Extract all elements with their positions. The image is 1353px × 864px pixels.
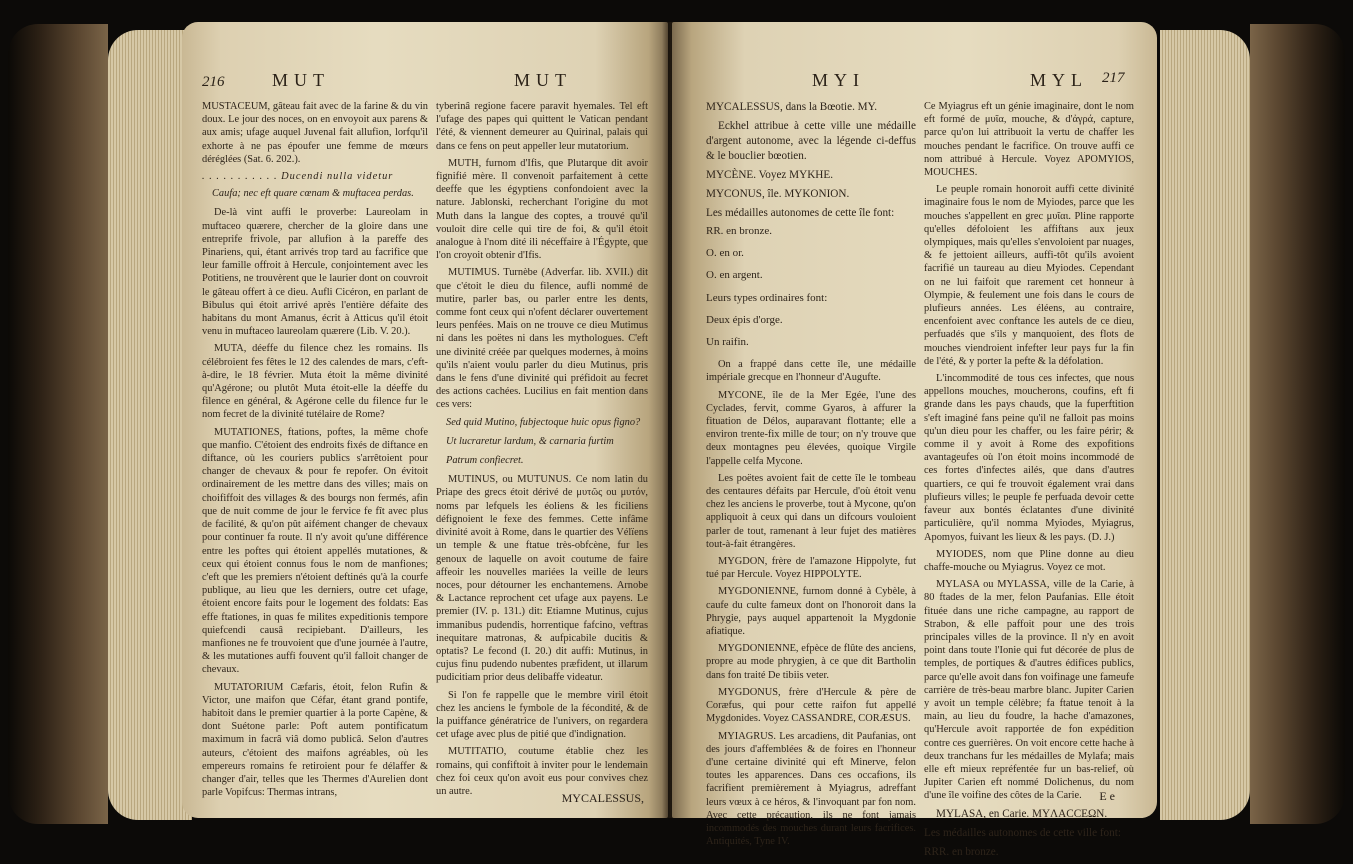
entry-mustaceum: MUSTACEUM, gâteau fait avec de la farine & du vin doux. Le jour des noces, on en envoyoit aux parens & aux amis; ufage auquel Juvenal fait allufion, lorfqu'il exhorte à ne pas époufer une femme de mœurs déréglées (Sat. 6. 202.). (202, 101, 428, 165)
medal-list (706, 225, 916, 349)
page-stack-right (1160, 30, 1250, 820)
paragraph: On a frappé dans cette île, une médaille impériale grecque en l'honneur d'Augufte. (706, 359, 916, 384)
paragraph: Les médailles autonomes de cette île font: (706, 207, 895, 219)
right-running-head (672, 70, 1142, 96)
entry-mutationes: MUTATIONES, ftations, poftes, la même chofe que manfio. C'étoient des endroits fixés de diftance en diftance, où les couriers publics s'arrêtoient pour changer de chevaux & pour fe repofer. On évitoit ordinairement de les mettre dans des villes; mais on choififfoit des villages & des bourgs non fermés, afin que de nuit comme de jour le fervice fe fît avec plus de facilité, & qu'on pût aifément changer de chevaux pour continuer fa route. Il n'y avoit qu'une différence entre les poftes qui étoient appellés mutationes, & ceux qui étoient connus fous le nom de manfiones; c'eft que les premiers n'étoient deftinés qu'à la courfe publique, au lieu que les derniers, outre cet ufage, étoient encore faits pour le logement des foldats: Eas effe ftationes, in quas fe milites expeditionis tempore quiefcendi causâ recipiebant. D'ailleurs, les manfiones ne fe trouvoient que d'une journée à l'autre, & les mutationes auffi fouvent qu'il falloit changer de chevaux. (202, 426, 428, 676)
list-item: O. en or. (706, 247, 744, 260)
verse-line: Sed quid Mutino, fubjectoque huic opus figno? (446, 416, 641, 428)
paragraph: Eckhel attribue à cette ville une médaille d'argent autonome, avec la légende ci-deffus & le bouclier bœotien. (706, 120, 916, 162)
entry-mygdonienne: MYGDONIENNE, furnom donné à Cybèle, à caufe du culte fameux dont on l'honoroit dans la Phrygie, pays auquel appartenoit la Mygdonie afiatique. (706, 586, 916, 638)
verse-line: Caufa; nec eft quare cœnam & muftacea perdas. (212, 188, 414, 200)
left-page-number: 216 (202, 74, 225, 90)
entry-mygdonus: MYGDONUS, frère d'Hercule & père de Coræfus, qui pour cette raifon fut appellé Mygdonides. Voyez CASSANDRE, CORÆSUS. (706, 686, 916, 725)
list-item: Un raifin. (706, 336, 749, 349)
verse-line: . . . . . . . . . . . Ducendi nulla videtur (202, 171, 394, 183)
list-item: RRR. en bronze. (924, 845, 999, 858)
entry-mutinus: MUTINUS, ou MUTUNUS. Ce nom latin du Priape des grecs étoit dérivé de μυτῶς ou μυτόν, noms par lefquels les éoliens & les ficiliens défignoient le fexe des femmes. Cette infâme divinité avoit à Rome, dans le quartier des Vélïens un temple & une ftatue très-obfcène, fur les genoux de laquelle on avoit coutume de faire affeoir les nouvelles mariées la veille de leurs noces, pour détourner les enchantemens. Arnobe & Lactance reprochent cet ufage aux payens. Le premier (IV. p. 131.) dit: Etiamne Mutinus, cujus immanibus pudendis, horrentique fafcino, veftras inequitare matronas, & aufpicabile ducitis & optatis? Le fecond (I. 20.) dit auffi: Mutinus, in cujus finu pudendo nubentes præfident, ut illarum pudicitiam prior deus delibaffe videatur. (436, 474, 648, 684)
left-head-word-1: MUT (272, 70, 330, 90)
entry-myiodes: MYIODES, nom que Pline donne au dieu chaffe-mouche ou Myiagrus. Voyez ce mot. (924, 548, 1134, 573)
entry-mygdonienne-2: MYGDONIENNE, efpèce de flûte des anciens, propre au mode phrygien, à ce que dit Bartholin dans fon traité De tibiis veter. (706, 643, 916, 681)
left-head-word-2: MUT (514, 70, 572, 90)
entry-mycalessus: MYCALESSUS, dans la Bœotie. MY. (706, 101, 878, 113)
right-head-word-2: MYL (1030, 70, 1088, 90)
right-column-1 (706, 100, 916, 852)
right-page-number: 217 (1102, 70, 1125, 86)
entry-mutitatio: MUTITATIO, coutume établie chez les romains, qui confiftoit à inviter pour le lendemain chez foi ceux qu'on avoit eus pour convives chez un autre. (436, 746, 648, 797)
entry-mutatorium: MUTATORIUM Cæfaris, étoit, felon Rufin & Victor, une maifon que Céfar, étant grand pontife, habitoit dans le premier quartier à la porte Capène, & dont Suétone parle: Poft autem pontificatum maximum in facrâ viâ domo publicâ. Selon d'autres auteurs, c'étoient des maifons agréables, où les empereurs romains fe retiroient pour fe délaffer & changer d'air, telles que les Thermes d'Aurelien dont parle Vopifcus: Thermas intrans, (202, 681, 428, 799)
book-cover-right (1250, 24, 1345, 824)
paragraph: Ce Myiagrus eft un génie imaginaire, dont le nom eft formé de μυῖα, mouche, & d'ἀγρά, capture, parce qu'on lui attribuoit la vertu de chaffer les mouches pendant le facrifice. On trouve auffi ce nom attribué à Hercule. Voyez APOMYIOS, MOUCHES. (924, 101, 1134, 179)
list-item: O. en argent. (706, 269, 763, 282)
paragraph: Les poëtes avoient fait de cette île le tombeau des centaures défaits par Hercule, d'où étoit venu chez les anciens le proverbe, tout à Mycone, qu'on appliquoit à ceux qui dans un difcours vouloient parler de tout, ramenant à leur fujet des matières tout-à-fait étrangères. (706, 472, 916, 550)
entry-muta: MUTA, déeffe du filence chez les romains. Ils célébroient fes fêtes le 12 des calendes de mars, c'eft-à-dire, le 18 février. Muta étoit la même divinité qu'Agérone; ou plutôt Muta étoit-elle la déeffe du filence en général, & Agérone celle du filence fur le nom fecret de la divinité tutélaire de Rome? (202, 343, 428, 421)
left-column-2 (436, 100, 648, 802)
left-column-1 (202, 100, 428, 803)
entry-mylasa: MYLASA ou MYLASSA, ville de la Carie, à 80 ftades de la mer, felon Paufanias. Elle étoit fituée dans une riche campagne, au rapport de Strabon, & elle paffoit pour une des trois principales villes de la province. Il n'y en avoit point dans toute l'Ionie qui fut décorée de plus de temples, de portiques & d'autres édifices publics, parce qu'elle avoit dans fon voifinage une fameufe carrière de très-beau marbre blanc. Jupiter Carien y avoit un temple célèbre; fa ftatue tenoit à la main, au lieu du foudre, la hache d'amazones, qu'Hercule avoit rapportée de fon expédition contre ces guerrières. On voit encore cette hache à deux tranchans fur les médailles de Mylafa; mais elle eft mieux repréfentée fur un bas-relief, où Jupiter Carien eft nommé Dolichenus, du nom d'une île voifine des côtes de la Carie. (924, 579, 1134, 802)
list-item: Leurs types ordinaires font: (706, 291, 828, 304)
paragraph: Les médailles autonomes de cette ville font: (924, 826, 1121, 839)
book-cover-left (8, 24, 108, 824)
entry-muth: MUTH, furnom d'Ifis, que Plutarque dit avoir fignifié mère. Il convenoit parfaitement à cette deeffe que les égyptiens confondoient avec la nature. Jablonski, recherchant l'origine du mot Muth dans la langue des coptes, a trouvé qu'il vouloit dire celle qui tire de foi, & qu'il étoit analogue à l'nom dité ili néceffaire à l'Égypte, que l'on croyoit obtenir d'Ifis. (436, 157, 648, 262)
entry-myiagrus: MYIAGRUS. Les arcadiens, dit Paufanias, ont des jours d'affemblées & de foires en l'honneur d'une certaine divinité qui eft Minerve, felon toutes les apparences. Dans ces occafions, ils facrifient premièrement à Myiagrus, adreffant leurs vœux à ce héros, & l'invoquant par fon nom. Avec cette précaution, ils ne font jamais incommodés des mouches durant leurs facrifices. Antiquités, Tyne IV. (706, 730, 916, 848)
list-item: Deux épis d'orge. (706, 313, 783, 326)
page-stack-left (108, 30, 192, 820)
entry-mycene: MYCÈNE. Voyez MYKHE. (706, 169, 833, 181)
entry-myconus: MYCONUS, île. MYKONION. (706, 188, 850, 200)
list-item: RR. en bronze. (706, 225, 772, 237)
right-head-word-1: MYI (812, 70, 865, 90)
paragraph: L'incommodité de tous ces infectes, que nous appellons mouches, moucherons, coufins, eft fi grande dans les pays chauds, que la fuperftition s'eft imaginé fans peine qu'il ne falloit pas moins qu'un dieu pour les chaffer, ou les faire périr; & comme il y avoit à Rome des expofitions avantageufes où l'on étoit moins incommodé de ces fortes d'infectes ailés, que dans d'autres quartiers, ce qui fe trouvoit également vrai dans plufieurs villes; le peuple fe perfuada devoir cette faveur aux bontés éclatantes d'une divinité particulière, qu'il nomma Myiodes, Myiagrus, Apomyos, fuivant les lieux & les pays. (D. J.) (924, 373, 1134, 543)
paragraph: De-là vint auffi le proverbe: Laureolam in muftaceo quærere, chercher de la gloire dans une entreprife frivole, par allufion à la pareffe des Pinariens, qui, étant arrivés trop tard au facrifice que leur famille offroit à Hercule, conjointement avec les Potitiens, ne trouvèrent que le laurier dont on couvroit le gâteau offert à ce dieu. Aufli Cicéron, en parlant de Bibulus qui étoit arrivé après l'entière défaite des habitans du mont Amanus, écrit à Atticus qu'il étoit venu in muftaceo laureolam quærere (Lib. V. 20.). (202, 207, 428, 338)
entry-mygdon: MYGDON, frère de l'amazone Hippolyte, fut tué par Hercule. Voyez HIPPOLYTE. (706, 556, 916, 581)
entry-mylasa-carie: MYLASA, en Carie. MYΛACCEΩN. (936, 807, 1108, 820)
entry-mutimus: MUTIMUS. Turnèbe (Adverfar. lib. XVII.) dit que c'étoit le dieu du filence, aufli nommé de mutire, parler bas, ou parler entre les dents, comme font ceux qui n'ofent déclarer ouvertement leurs penfées. Mais on ne trouve ce dieu Mutimus ni dans les poëtes ni dans les mythologues. C'eft une divinité créée par quelques modernes, à moins qu'ils n'aient voulu parler du dieu Mutinus, pris dans le fens d'une divinité qui préfidoit au fecret des actions cachées. Lucilius en fait mention dans ces vers: (436, 267, 648, 411)
left-running-head (202, 70, 662, 96)
right-column-2 (924, 100, 1134, 864)
paragraph: Le peuple romain honoroit auffi cette divinité imaginaire fous le nom de Myiodes, parce que les mouches s'appellent en grec μυῖαι. Pline rapporte qu'elles défoloient les affiftans aux jeux olympiques, mais qu'elles s'envoloient par nuages, & fe jettoient ailleurs, auffi-tôt qu'ils avoient facrifié un taureau au dieu Myiodes. Cependant on ne lui faifoit que rarement cet honneur à Olympie, & feulement une fois dans le cours de plufieurs années. Les éléens, au contraire, encenfoient avec conftance les autels de ce dieu, perfuadés que s'ils y manquoient, des flots de mouches viendroient infefter leur pays fur la fin de l'été, & y porter la pefte & la défolation. (924, 184, 1134, 367)
left-page (182, 22, 668, 818)
verse-line: Patrum confiecret. (446, 455, 524, 467)
paragraph: Si l'on fe rappelle que le membre viril étoit chez les anciens le fymbole de la fécondité, & de la puiffance génératrice de l'univers, on regardera cet ufage avec plus de pitié que d'indignation. (436, 689, 648, 741)
right-page (672, 22, 1157, 858)
signature-mark: E e (1099, 789, 1115, 803)
entry-mycone: MYCONE, île de la Mer Egée, l'une des Cyclades, fervit, comme Gyaros, à affurer la fituation de Délos, auparavant flottante; elle a environ trente-fix mille de tour; on n'y trouve que deux montagnes peu élevées, quoique Virgile l'appelle celfa Mycone. (706, 389, 916, 467)
verse-line: Ut lucraretur lardum, & carnaria furtim (446, 435, 614, 447)
paragraph: tyberinâ regione facere paravit hyemales. Tel eft l'ufage des papes qui quittent le Vatican pendant l'été, & viennent demeurer au Quirinal, palais qui dans ce fens on peut appeller leur mutatorium. (436, 101, 648, 152)
catchword: MYCALESSUS, (561, 791, 644, 805)
